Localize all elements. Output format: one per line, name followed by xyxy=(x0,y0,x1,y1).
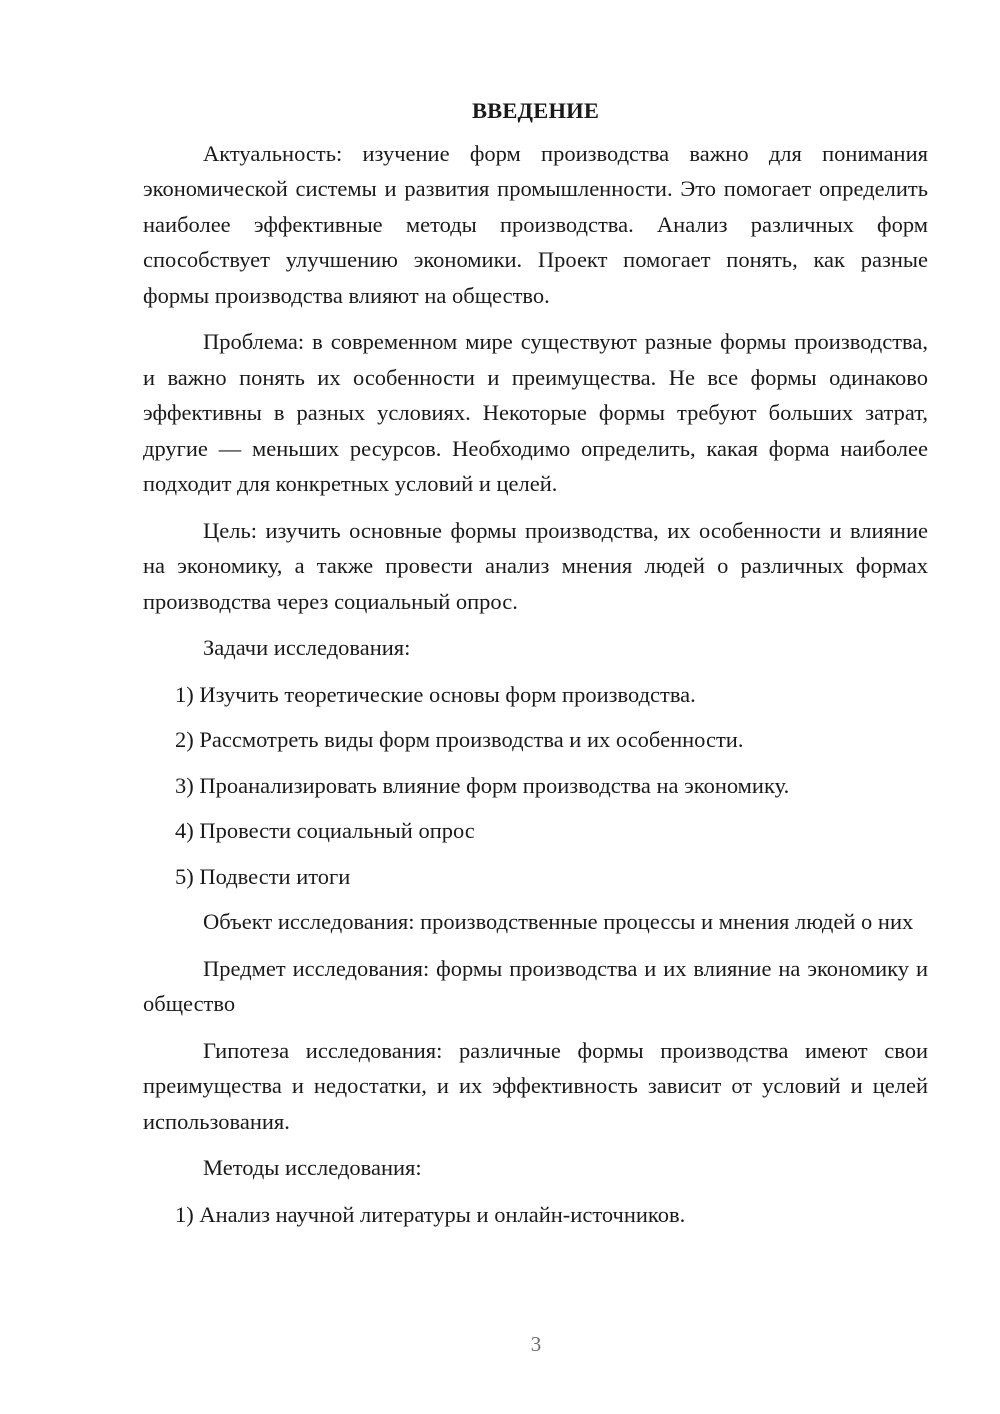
tasks-list xyxy=(143,677,928,895)
problem-paragraph: Проблема: в современном мире существуют разные формы производства, и важно понять их особенности и преимущества. Не все формы одинаково эффективны в разных условиях. Некоторые формы требуют больших затрат, другие — меньших ресурсов. Необходимо определить, какая форма наиболее подходит для конкретных условий и целей. xyxy=(143,329,928,496)
tasks-heading: Задачи исследования: xyxy=(203,635,411,660)
page-content xyxy=(143,93,928,1242)
goal-paragraph: Цель: изучить основные формы производства, их особенности и влияние на экономику, а также провести анализ мнения людей о различных формах производства через социальный опрос. xyxy=(143,517,928,614)
subject-paragraph: Предмет исследования: формы производства и их влияние на экономику и общество xyxy=(143,955,928,1016)
methods-list xyxy=(143,1197,928,1233)
methods-heading: Методы исследования: xyxy=(203,1155,422,1180)
list-item: 4) Провести социальный опрос xyxy=(175,818,475,843)
page-number: 3 xyxy=(530,1332,542,1356)
list-item: 5) Подвести итоги xyxy=(175,863,351,889)
section-title: ВВЕДЕНИЕ xyxy=(471,98,600,123)
relevance-paragraph: Актуальность: изучение форм производства важно для понимания экономической системы и развития промышленности. Это помогает определить наиболее эффективные методы производства. Анализ различных форм способствует улучшению экономики. Проект помогает понять, как разные формы производства влияют на общество. xyxy=(143,140,928,308)
object-paragraph: Объект исследования: производственные процессы и мнения людей о них xyxy=(203,909,914,934)
list-item: 3) Проанализировать влияние форм производства на экономику. xyxy=(175,772,790,798)
list-item: 1) Изучить теоретические основы форм производства. xyxy=(175,681,696,707)
list-item: 1) Анализ научной литературы и онлайн-источников. xyxy=(175,1201,686,1227)
list-item: 2) Рассмотреть виды форм производства и их особенности. xyxy=(175,727,744,752)
hypothesis-paragraph: Гипотеза исследования: различные формы производства имеют свои преимущества и недостатки, и их эффективность зависит от условий и целей использования. xyxy=(143,1037,928,1134)
